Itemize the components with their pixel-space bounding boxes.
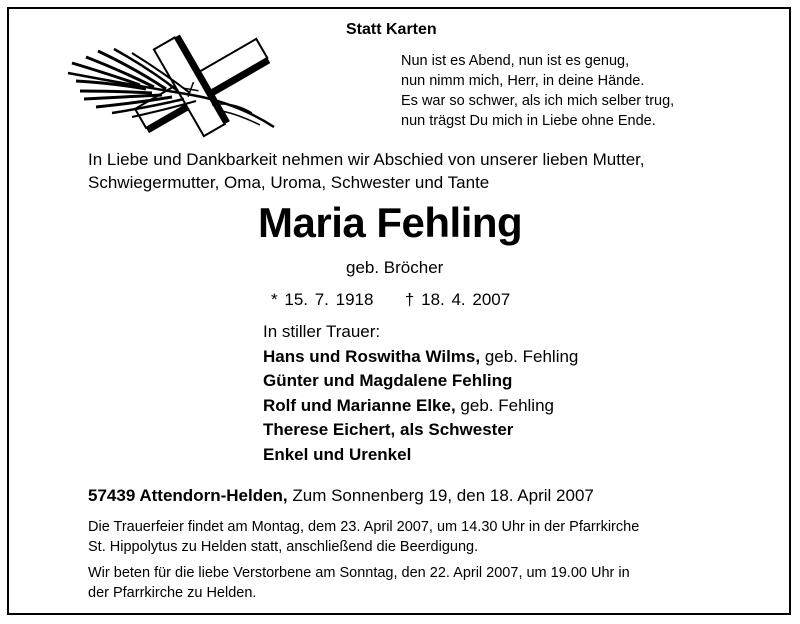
intro-text [88, 148, 645, 194]
mourner-entry: Hans und Roswitha Wilms, geb. Fehling [263, 346, 579, 366]
address-rest: Zum Sonnenberg 19, den 18. April 2007 [287, 486, 594, 505]
death-symbol: † [404, 290, 415, 309]
notice-line: Wir beten für die liebe Verstorbene am Sonntag, den 22. April 2007, um 19.00 Uhr in [88, 565, 630, 581]
poem-line: Es war so schwer, als ich mich selber trug, [401, 93, 675, 109]
heading-statt-karten: Statt Karten [346, 21, 437, 38]
notice-line: St. Hippolytus zu Helden statt, anschließend die Beerdigung. [88, 539, 479, 555]
maiden-name: geb. Bröcher [346, 258, 444, 277]
intro-line: In Liebe und Dankbarkeit nehmen wir Abschied von unserer lieben Mutter, [88, 150, 645, 169]
prayer-notice [88, 563, 630, 603]
intro-line: Schwiegermutter, Oma, Uroma, Schwester und Tante [88, 173, 490, 192]
death-date: 18. 4. 2007 [421, 290, 511, 309]
mourners-label: In stiller Trauer: [263, 322, 381, 341]
poem [401, 51, 674, 131]
cross-palm-icon [62, 33, 282, 139]
notice-line: Die Trauerfeier findet am Montag, dem 23. April 2007, um 14.30 Uhr in der Pfarrkirche [88, 519, 640, 535]
deceased-name: Maria Fehling [258, 199, 523, 246]
funeral-notice [88, 517, 639, 557]
mourners-list [263, 320, 578, 467]
mourner-entry: Therese Eichert, als Schwester [263, 420, 514, 439]
poem-line: nun nimm mich, Herr, in deine Hände. [401, 73, 645, 89]
mourner-entry: Rolf und Marianne Elke, geb. Fehling [263, 395, 554, 415]
mourner-entry: Günter und Magdalene Fehling [263, 371, 513, 390]
notice-line: der Pfarrkirche zu Helden. [88, 585, 257, 601]
address-place: 57439 Attendorn-Helden, [88, 486, 288, 505]
address-line [88, 486, 594, 506]
poem-line: Nun ist es Abend, nun ist es genug, [401, 53, 630, 69]
mourner-entry: Enkel und Urenkel [263, 444, 412, 464]
birth-symbol: * [271, 290, 278, 309]
life-dates [271, 290, 510, 310]
birth-date: 15. 7. 1918 [284, 290, 374, 309]
poem-line: nun trägst Du mich in Liebe ohne Ende. [401, 113, 656, 129]
